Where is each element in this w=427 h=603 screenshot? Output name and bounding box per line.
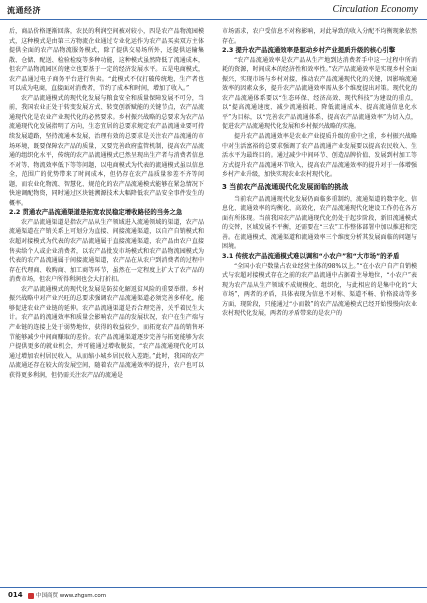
footer-rule <box>0 587 427 588</box>
paragraph: 农产品流通模式的现代化发展与粮食安全和质量保障发展不可分，当前，我国农业正处于转变发展方式、转变创新赋能的关键节点，农产品流通现代化是农业产业现代化的必然要求。乡村振兴战略的总要求为农产品流通现代化发展指明了方向，生态宜居的总要求规定农产品流通业要可持续发展道路，坚持流通本发展，治理有效的总要求是关注农产品流通的市场环境，既要保障农产品的质量，又要完善政府监管机制，提高农产品流通的组织化水平，传统的农产品流通模式已然呈现出生产者与消费者信息不对等、物流效率低下等等问题，以电商模式为代表的流通模式虽以信息全，范围广的优势带来了时间成本，但仍存在农产品质量参差不齐等问题，而农业化物流、智慧化、规范化的农产品流通模式能够在紧急情况下快速调配物资，同时通过区块链溯源技术大幅降低农产品安全事件发生的概率。 <box>9 94 204 207</box>
paragraph: 农产品流通模式的现代化发展是防贫化解返贫风险的重要举措。乡村振兴战略中对产业兴旺的总要求强调农产品流通渠道必须完善多样化，能够促进农业产业链的延伸。农产品流通渠道是否合理完善，关乎着民生大计。农产品的流通效率和质量会影响农产品的发展状况，农户在生产端与产业链的连接上处于弱势地位，获得的收益较少，而拓宽农产品的销售环节能够减少中间商赚取的差价。农产品流通渠道逐步完善与拓宽能够为农户提供更多的就业机会，并可能通过增收脱贫，“农产品流通现代化可以通过增加农村居民收入，从而缩小城乡居民收入差距。”此时，我国的农产品流通还存在较大的发展空间，随着农产品流通效率的提升，农户也可以获得更多利润，但仍需关注农产品的流通是 <box>9 285 204 379</box>
journal-title-cn: 流通经济 <box>7 6 41 15</box>
page-footer <box>0 587 427 603</box>
footer-site <box>28 591 106 599</box>
publisher-logo-icon <box>28 593 34 599</box>
paragraph: 提升农产品流通效率是农业产业提质升级的重中之重，乡村振兴战略中对生活富裕的总要求强调了农产品流通产业发展要以提高农民收入、生活水平为最终目的。通过减少中间环节、创造品牌价值、发展到村加工等方式提升农产品流通环节收入，提高农产品流通效率的提升对于一体增强乡村产业升级，加快实现农业农村现代化。 <box>222 133 417 179</box>
right-column <box>222 27 417 319</box>
paragraph: 后，商品价格逐渐回落，农民的利润空间被对较小，四是农产品物流园模式，这种模式是由第三方物流企业通过专业化运作为农产品买卖双方主体提供全面的农产品物流服务模式，除了提供交易场所外，还提供运输集散、仓储、配送、检验检疫等多种功能，这种模式虽然降低了流通成本，但农产品物流园区的建立也要基于一定的经济发展水平。五是电商模式，农产品通过电子商务平台进行售卖。“此模式不仅打破传统地，生产者也可以成为电商，直接面对消费者，节约了成本和时间，增加了收入。” <box>9 28 204 93</box>
subsection-heading: 3.1 传统农产品流通模式难以调和“小农户”和“大市场”的矛盾 <box>222 252 400 261</box>
journal-title-en: Circulation Economy <box>332 4 418 15</box>
left-column <box>9 27 204 380</box>
page-header <box>0 0 427 20</box>
paragraph: “全国小农户数量占农业经营主体的98%以上。”“在小农户自产自销模式与农超对接模式存在之前的农产品流通中占据着主导地位，“小农户”表现为农产品从生产领域不成规模化、组织化，与此相应的是集中化的“大市场”，两者的矛盾，具体表现为信息不对称、渠道不畅、价格波动等多方面，现阶段，只能通过“小而散”的农产品流通模式已经开始慢慢向农业农村现代化发展，两者的矛盾带来的是农户的 <box>222 262 417 318</box>
paragraph: “农产品流通效率是农产品从生产地到达消费者手中这一过程中所消耗的资源，时间成本的经济性和效率性。”农产品流通效率是实现乡村全面振兴，实现市场与乡村对接，推动农产品流通现代化的关键，因影响流通效率的因素众多，提升农产品流通效率需从多个维度提出对策。现代化的农产品流通体系要以“生态环保、经济高效、现代科技”为建设的重点，以“提高流通速度、减少流通损耗、降低流通成本、提高流通信息化水平”为目标，以“完善农产品流通体系，提高农产品流通效率”为切入点，促进农产品流通现代化发展和乡村振兴战略的实施。 <box>222 56 417 131</box>
paragraph: 市场需求，农户受信息不对称影响，对此导致的收入分配不均衡现象依然存在。 <box>222 28 417 45</box>
section-heading: 3 当前农产品流通现代化发展面临的挑战 <box>222 182 349 191</box>
page-number: 014 <box>8 591 23 599</box>
footer-site-text: 中国商贸 www.zhgsm.com <box>36 593 107 599</box>
paragraph: 农产品流通渠道是指农产品从生产领域进入流通领域的渠道，农产品流通渠道在产销关系上可划分为直接、间接流通渠道，以自产自销模式和农超对接模式为代表的农产品流通属于直接流通渠道，农产品由农户直接售卖给个人或企业消费者，以农产品批发市场模式和农产品物流园模式为代表的农产品流通属于间接流通渠道，农产品在从农户到消费者的过程中存在代理商、收购商、加工商等环节，虽然在一定程度上扩大了农产品的消费市场，但农户所得利润也会大打折扣。 <box>9 218 204 284</box>
section-heading: 2.3 提升农产品流通效率是驱动乡村产业提质升级的核心引擎 <box>222 46 396 55</box>
section-heading: 2.2 贯通农产品流通渠道是拓宽农民稳定增收路径的当务之急 <box>9 208 183 217</box>
paragraph: 当前农产品流通现代化发展仍面临多重制约，流通渠道的数字化、信息化、流通效率的均衡化、高效化，农产品流通现代化建设工作仍在各方面有所体现。当前我国农产品流通现代化仍处于起步阶段，新旧流通模式的交替，区域发展不平衡，还需要在“三农”工作整体部署中加以推进和完善。在流通模式、流通渠道和流通效率三个维度分析其发展面临的问题与困境。 <box>222 195 417 251</box>
